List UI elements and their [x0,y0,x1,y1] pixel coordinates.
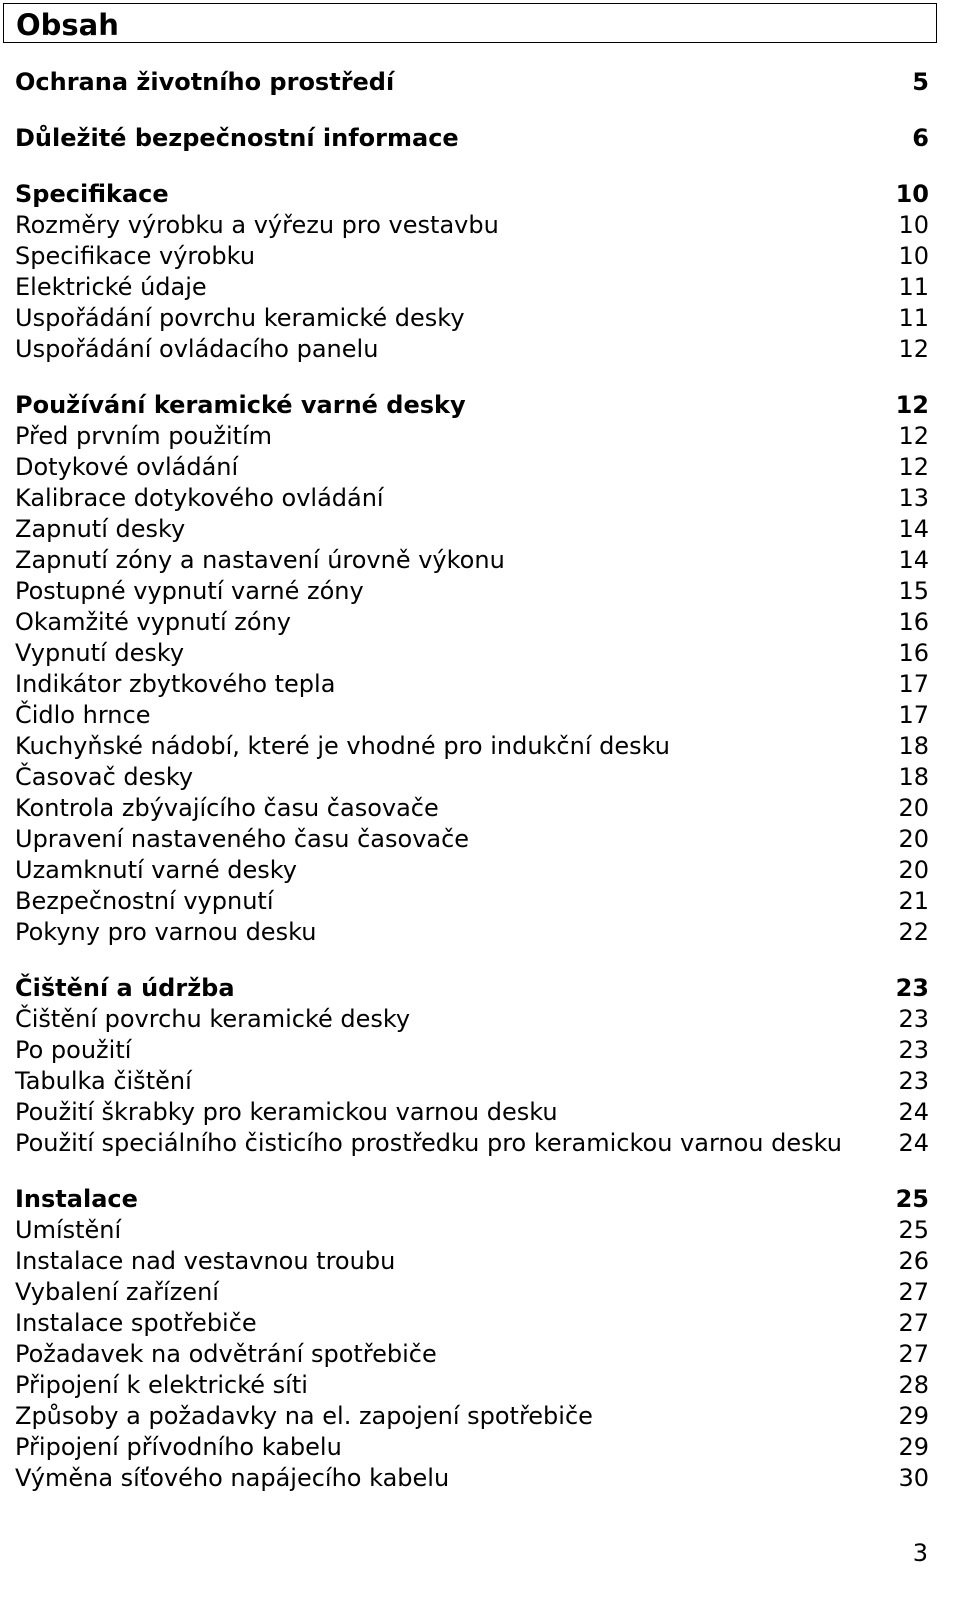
toc-entry [15,669,929,700]
toc-entry-page: 30 [898,1464,929,1492]
toc-entry-title: Po použití [15,1036,132,1064]
toc-entry-title: Dotykové ovládání [15,453,239,481]
toc-entry [15,241,929,272]
toc-section-heading [15,179,929,210]
toc-entry-title: Upravení nastaveného času časovače [15,825,470,853]
toc-entry-page: 23 [898,1036,929,1064]
toc-entry-title: Důležité bezpečnostní informace [15,124,459,152]
toc-entry-title: Použití speciálního čisticího prostředku pro keramickou varnou desku [15,1129,843,1157]
toc-entry-title: Bezpečnostní vypnutí [15,887,274,915]
toc-entry-title: Připojení přívodního kabelu [15,1433,342,1461]
toc-entry [15,638,929,669]
toc-entry-title: Vybalení zařízení [15,1278,219,1306]
toc-entry [15,1097,929,1128]
toc-entry-page: 28 [898,1371,929,1399]
toc-entry-title: Před prvním použitím [15,422,273,450]
toc-entry [15,272,929,303]
toc-entry [15,210,929,241]
toc-entry-page: 13 [898,484,929,512]
toc-entry-title: Čištění povrchu keramické desky [15,1005,411,1033]
toc-entry-title: Vypnutí desky [15,639,185,667]
toc-entry [15,1308,929,1339]
toc-entry [15,303,929,334]
toc-entry-page: 22 [898,918,929,946]
toc-entry-page: 25 [895,1185,929,1213]
toc-section-heading [15,123,929,154]
toc-entry-page: 23 [898,1005,929,1033]
toc-entry-title: Okamžité vypnutí zóny [15,608,291,636]
toc-entry-title: Tabulka čištění [15,1067,192,1095]
toc-entry-page: 11 [898,273,929,301]
toc-entry [15,731,929,762]
toc-entry-page: 18 [898,732,929,760]
toc-entry-page: 20 [898,794,929,822]
toc-entry [15,1277,929,1308]
toc-entry-page: 23 [898,1067,929,1095]
toc-entry-page: 18 [898,763,929,791]
toc-entry-page: 16 [898,608,929,636]
toc-entry-page: 16 [898,639,929,667]
toc-entry [15,514,929,545]
toc-entry [15,421,929,452]
toc-entry [15,1215,929,1246]
toc-entry [15,1339,929,1370]
toc-entry-title: Výměna síťového napájecího kabelu [15,1464,450,1492]
toc-entry [15,824,929,855]
toc-entry [15,1004,929,1035]
toc-entry-title: Ochrana životního prostředí [15,68,395,96]
toc-entry-title: Uspořádání ovládacího panelu [15,335,379,363]
toc-entry-page: 12 [898,422,929,450]
toc-entry-title: Požadavek na odvětrání spotřebiče [15,1340,437,1368]
toc-entry-page: 25 [898,1216,929,1244]
toc-entry-page: 17 [898,670,929,698]
toc-entry-title: Uspořádání povrchu keramické desky [15,304,465,332]
toc-entry-page: 11 [898,304,929,332]
toc-entry-title: Kontrola zbývajícího času časovače [15,794,439,822]
toc-entry-page: 12 [898,335,929,363]
toc-entry [15,1128,929,1159]
toc-entry-title: Časovač desky [15,763,194,791]
toc-entry-page: 24 [898,1129,929,1157]
toc-entry [15,452,929,483]
toc-entry-title: Instalace spotřebiče [15,1309,257,1337]
toc-entry [15,700,929,731]
toc-entry-page: 17 [898,701,929,729]
toc-entry-title: Elektrické údaje [15,273,207,301]
toc-entry-title: Uzamknutí varné desky [15,856,297,884]
toc-entry-page: 23 [895,974,929,1002]
toc-entry-page: 10 [898,211,929,239]
toc-entry-page: 29 [898,1402,929,1430]
toc-section-heading [15,390,929,421]
page-number: 3 [912,1539,928,1567]
toc-entry [15,576,929,607]
toc-entry [15,334,929,365]
toc-entry-title: Kalibrace dotykového ovládání [15,484,384,512]
toc-entry [15,1246,929,1277]
toc-entry [15,1370,929,1401]
toc-entry-page: 5 [912,68,929,96]
toc-entry-title: Připojení k elektrické síti [15,1371,308,1399]
toc-entry [15,607,929,638]
toc-entry-title: Umístění [15,1216,122,1244]
toc-entry-title: Čidlo hrnce [15,701,151,729]
toc-entry-page: 14 [898,546,929,574]
toc-entry-page: 12 [895,391,929,419]
toc-entry-title: Použití škrabky pro keramickou varnou desku [15,1098,558,1126]
toc-entry-title: Specifikace [15,180,169,208]
toc-entry-title: Pokyny pro varnou desku [15,918,317,946]
toc-section-heading [15,1184,929,1215]
toc-entry [15,762,929,793]
toc-entry-page: 6 [912,124,929,152]
toc-entry-title: Používání keramické varné desky [15,391,466,419]
toc-entry-title: Postupné vypnutí varné zóny [15,577,364,605]
toc-section-heading [15,67,929,98]
toc-entry-title: Zapnutí zóny a nastavení úrovně výkonu [15,546,505,574]
toc-entry-page: 12 [898,453,929,481]
toc-entry-page: 10 [898,242,929,270]
toc-entry-page: 21 [898,887,929,915]
toc-entry [15,483,929,514]
toc-entry-page: 26 [898,1247,929,1275]
header-box [3,3,937,43]
page-title: Obsah [16,8,119,42]
toc-entry [15,545,929,576]
toc-entry-page: 27 [898,1309,929,1337]
toc-entry-page: 27 [898,1340,929,1368]
toc-entry-title: Rozměry výrobku a výřezu pro vestavbu [15,211,499,239]
toc-entry-title: Instalace [15,1185,138,1213]
toc-entry-page: 20 [898,856,929,884]
toc-entry-title: Specifikace výrobku [15,242,256,270]
toc-entry-page: 24 [898,1098,929,1126]
toc-entry-page: 29 [898,1433,929,1461]
toc-entry [15,793,929,824]
toc-entry [15,1066,929,1097]
table-of-contents [15,67,929,1494]
toc-entry-title: Instalace nad vestavnou troubu [15,1247,396,1275]
toc-entry [15,886,929,917]
toc-entry [15,917,929,948]
toc-entry-page: 10 [895,180,929,208]
toc-entry [15,1401,929,1432]
toc-entry-page: 20 [898,825,929,853]
toc-entry [15,855,929,886]
toc-section-heading [15,973,929,1004]
toc-entry-title: Kuchyňské nádobí, které je vhodné pro indukční desku [15,732,671,760]
toc-entry-title: Čištění a údržba [15,974,235,1002]
toc-entry [15,1463,929,1494]
toc-entry-page: 27 [898,1278,929,1306]
toc-entry-page: 14 [898,515,929,543]
toc-entry-title: Zapnutí desky [15,515,186,543]
toc-entry [15,1432,929,1463]
toc-entry-title: Způsoby a požadavky na el. zapojení spotřebiče [15,1402,593,1430]
toc-entry-title: Indikátor zbytkového tepla [15,670,336,698]
toc-entry-page: 15 [898,577,929,605]
toc-entry [15,1035,929,1066]
